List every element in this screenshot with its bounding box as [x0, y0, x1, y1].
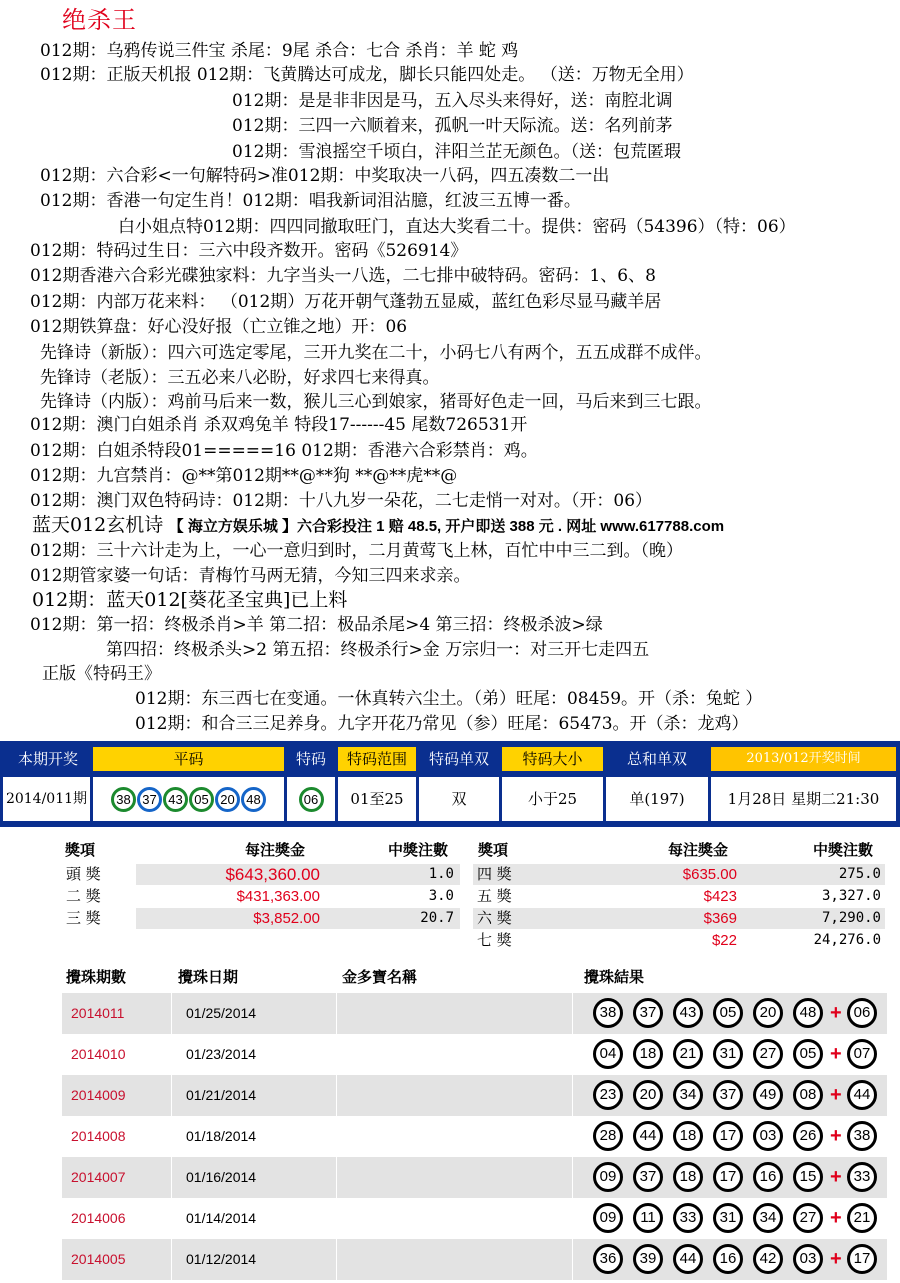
plus-icon: +: [830, 1002, 842, 1024]
prize-row: [473, 930, 885, 951]
prize-name: 頭 獎: [62, 864, 136, 885]
ball-icon: 37: [713, 1080, 743, 1110]
bluesky-line: 012期：蓝天012[葵花圣宝典]已上料: [32, 589, 348, 611]
table-row[interactable]: [62, 1075, 888, 1116]
ball-icon: 20: [215, 787, 240, 812]
plus-icon: +: [830, 1166, 842, 1188]
draw-id: 2014010: [62, 1034, 172, 1075]
table-row[interactable]: [62, 1157, 888, 1198]
plus-icon: +: [830, 1207, 842, 1229]
tip-line: 012期：内部万花来料： （012期）万花开朝气蓬勃五显威，蓝红色彩尽显马藏羊居: [30, 292, 662, 312]
draw-balls: [573, 1157, 888, 1198]
prize-row: [62, 908, 460, 929]
tip-line: 先锋诗（新版）：四六可选定零尾，三开九奖在二十，小码七八有两个，五五成群不成伴。: [40, 343, 712, 363]
ball-icon: 34: [753, 1203, 783, 1233]
tip-line: 012期：乌鸦传说三件宝 杀尾：9尾 杀合：七合 杀肖：羊 蛇 鸡: [40, 41, 519, 61]
draw-id: 2014006: [62, 1198, 172, 1239]
ball-icon: 20: [753, 998, 783, 1028]
special-ball-icon: 44: [847, 1080, 877, 1110]
ball-icon: 49: [753, 1080, 783, 1110]
tip-line: 012期：和合三三足养身。九字开花乃常见（参）旺尾：65473。开（杀：龙鸡）: [135, 714, 749, 734]
draw-id: 2014008: [62, 1116, 172, 1157]
result-regular: [93, 777, 284, 821]
draw-name: [337, 1116, 573, 1157]
tip-line: 012期：正版天机报 012期：飞黄腾达可成龙，脚长只能四处走。 （送：万物无全用）: [40, 65, 694, 85]
ball-icon: 08: [793, 1080, 823, 1110]
draw-balls: [573, 1116, 888, 1157]
ball-icon: 11: [633, 1203, 663, 1233]
tip-line: 012期：澳门白姐杀肖 杀双鸡兔羊 特段17------45 尾数726531开: [30, 415, 528, 435]
ball-icon: 21: [673, 1039, 703, 1069]
history-header-name: 金多寶名稱: [342, 968, 418, 986]
prize-header-count-left: 中獎注數: [388, 841, 449, 859]
draw-id: 2014005: [62, 1239, 172, 1280]
ball-icon: 16: [753, 1162, 783, 1192]
prize-amount: $3,852.00: [253, 910, 320, 927]
prize-amount: $423: [703, 888, 737, 905]
draw-balls: [573, 1075, 888, 1116]
prize-amount: $431,363.00: [236, 888, 320, 905]
prize-count: 3.0: [428, 888, 454, 904]
draw-id: 2014009: [62, 1075, 172, 1116]
header-next: 2013/012开奖时间: [711, 747, 896, 771]
header-oddeven: 特码单双: [419, 747, 499, 771]
plus-icon: +: [830, 1248, 842, 1270]
prize-count: 275.0: [838, 866, 881, 882]
result-size: 小于25: [502, 777, 603, 821]
tip-line: 012期铁算盘：好心没好报（亡立锥之地）开：06: [30, 317, 408, 337]
prize-row: [473, 908, 885, 929]
tip-line: 先锋诗（老版）：三五必来八必盼，好求四七来得真。: [40, 368, 440, 388]
prize-header-amount-right: 每注獎金: [668, 841, 729, 859]
ball-icon: 37: [137, 787, 162, 812]
draw-date: 01/14/2014: [172, 1198, 337, 1239]
ad-line[interactable]: [32, 514, 724, 538]
draw-name: [337, 993, 573, 1034]
prize-count: 7,290.0: [821, 910, 881, 926]
prize-row: [473, 886, 885, 907]
header-sum: 总和单双: [606, 747, 708, 771]
ball-icon: 27: [753, 1039, 783, 1069]
ball-icon: 06: [299, 787, 324, 812]
ad-text[interactable]: 【 海立方娱乐城 】六合彩投注 1 赔 48.5, 开户即送 388 元 . 网址 www.617788.com: [168, 518, 725, 535]
prize-name: 二 獎: [62, 886, 136, 907]
ball-icon: 26: [793, 1121, 823, 1151]
draw-name: [337, 1157, 573, 1198]
header-range: 特码范围: [338, 747, 416, 771]
tip-line: 012期：三四一六顺着来，孤帆一叶天际流。送：名列前茅: [232, 116, 673, 136]
draw-date: 01/21/2014: [172, 1075, 337, 1116]
prize-name: 五 獎: [477, 887, 512, 905]
tip-line: 012期：六合彩<一句解特码>准012期：中奖取决一八码，四五凑数二一出: [40, 166, 610, 186]
draw-date: 01/18/2014: [172, 1116, 337, 1157]
ball-icon: 27: [793, 1203, 823, 1233]
draw-date: 01/25/2014: [172, 993, 337, 1034]
ball-icon: 09: [593, 1162, 623, 1192]
prize-header-item-left: 獎項: [65, 841, 96, 859]
draw-name: [337, 1034, 573, 1075]
table-row[interactable]: [62, 993, 888, 1034]
ad-title: 蓝天012玄机诗: [32, 514, 164, 536]
special-ball-icon: 33: [847, 1162, 877, 1192]
tip-line: 012期：三十六计走为上，一心一意归到时，二月黄莺飞上林，百忙中中三二到。（晚）: [30, 541, 683, 561]
ball-icon: 28: [593, 1121, 623, 1151]
ball-icon: 23: [593, 1080, 623, 1110]
header-period: 本期开奖: [6, 747, 90, 771]
special-ball-icon: 06: [847, 998, 877, 1028]
prize-count: 1.0: [428, 866, 454, 882]
history-header-date: 攪珠日期: [178, 968, 239, 986]
ball-icon: 15: [793, 1162, 823, 1192]
prize-header-amount-left: 每注獎金: [245, 841, 306, 859]
ball-icon: 34: [673, 1080, 703, 1110]
tip-line: 白小姐点特012期：四四同撤取旺门，直达大奖看二十。提供：密码（54396）（特：06）: [118, 217, 796, 237]
page-title: 绝杀王: [62, 6, 137, 34]
ball-icon: 37: [633, 998, 663, 1028]
result-period: 2014/011期: [3, 777, 90, 821]
ball-icon: 18: [673, 1121, 703, 1151]
special-ball-icon: 21: [847, 1203, 877, 1233]
tip-line: 012期：澳门双色特码诗：012期：十八九岁一朵花，二七走悄一对对。（开：06）: [30, 491, 653, 511]
ball-icon: 38: [593, 998, 623, 1028]
tip-line: 012期：白姐杀特段01=====16 012期：香港六合彩禁肖：鸡。: [30, 441, 538, 461]
ball-icon: 44: [673, 1244, 703, 1274]
header-regular: 平码: [93, 747, 284, 771]
special-ball-icon: 07: [847, 1039, 877, 1069]
ball-icon: 43: [673, 998, 703, 1028]
ball-icon: 16: [713, 1244, 743, 1274]
prize-amount: $22: [711, 932, 737, 949]
result-sum: 单(197): [606, 777, 708, 821]
prize-row: [473, 864, 885, 885]
draw-name: [337, 1075, 573, 1116]
ball-icon: 44: [633, 1121, 663, 1151]
ball-icon: 43: [163, 787, 188, 812]
ball-icon: 36: [593, 1244, 623, 1274]
ball-icon: 18: [633, 1039, 663, 1069]
ball-icon: 48: [241, 787, 266, 812]
ball-icon: 48: [793, 998, 823, 1028]
tip-line: 012期：雪浪摇空千顷白，沣阳兰芷无颜色。（送：包荒匿瑕: [232, 142, 681, 162]
tip-line: 第四招：终极杀头>2 第五招：终极杀行>金 万宗归一：对三开七走四五: [106, 640, 650, 660]
prize-count: 3,327.0: [821, 888, 881, 904]
tip-line: 正版《特码王》: [42, 664, 161, 684]
draw-id: 2014007: [62, 1157, 172, 1198]
prize-amount: $369: [703, 910, 737, 927]
draw-date: 01/12/2014: [172, 1239, 337, 1280]
prize-amount: $635.00: [682, 866, 737, 883]
ball-icon: 17: [713, 1162, 743, 1192]
prize-count: 20.7: [420, 910, 454, 926]
draw-date: 01/16/2014: [172, 1157, 337, 1198]
tip-line: 012期：东三西七在变通。一休真转六尘土。（弟）旺尾：08459。开（杀：兔蛇 ）: [135, 689, 763, 709]
header-special: 特码: [287, 747, 335, 771]
history-header-balls: 攪珠結果: [584, 968, 645, 986]
ball-icon: 03: [793, 1244, 823, 1274]
prize-name: 七 獎: [477, 931, 512, 949]
result-oddeven: 双: [419, 777, 499, 821]
table-row[interactable]: [62, 1239, 888, 1280]
ball-icon: 37: [633, 1162, 663, 1192]
plus-icon: +: [830, 1043, 842, 1065]
history-header-id: 攪珠期數: [66, 968, 127, 986]
draw-balls: [573, 1239, 888, 1280]
ball-icon: 20: [633, 1080, 663, 1110]
ball-icon: 17: [713, 1121, 743, 1151]
draw-balls: [573, 993, 888, 1034]
tip-line: 012期：九宫禁肖：@**第012期**@**狗 **@**虎**@: [30, 466, 458, 486]
tip-line: 012期香港六合彩光碟独家料：九字当头一八选，二七排中破特码。密码：1、6、8: [30, 266, 656, 286]
prize-name: 四 獎: [477, 865, 512, 883]
draw-name: [337, 1239, 573, 1280]
ball-icon: 31: [713, 1203, 743, 1233]
prize-header-count-right: 中獎注數: [813, 841, 874, 859]
ball-icon: 05: [713, 998, 743, 1028]
ball-icon: 39: [633, 1244, 663, 1274]
tip-line: 012期管家婆一句话：青梅竹马两无猜，今知三四来求亲。: [30, 566, 471, 586]
tip-line: 012期：特码过生日：三六中段齐数开。密码《526914》: [30, 241, 468, 261]
prize-amount: $643,360.00: [225, 865, 320, 884]
ball-icon: 31: [713, 1039, 743, 1069]
result-special: [287, 777, 335, 821]
draw-date: 01/23/2014: [172, 1034, 337, 1075]
tip-line: 012期：香港一句定生肖！012期：唱我新词泪沾臆，红波三五博一番。: [40, 191, 581, 211]
ball-icon: 38: [111, 787, 136, 812]
tip-line: 先锋诗（内版）：鸡前马后来一数，猴儿三心到娘家，猪哥好色走一回，马后来到三七跟。: [40, 392, 712, 412]
tip-line: 012期：第一招：终极杀肖>羊 第二招：极品杀尾>4 第三招：终极杀波>绿: [30, 615, 603, 635]
ball-icon: 42: [753, 1244, 783, 1274]
prize-count: 24,276.0: [813, 932, 881, 948]
table-row[interactable]: [62, 1116, 888, 1157]
table-row[interactable]: [62, 1034, 888, 1075]
ball-icon: 05: [793, 1039, 823, 1069]
plus-icon: +: [830, 1084, 842, 1106]
prize-row: [62, 886, 460, 907]
ball-icon: 09: [593, 1203, 623, 1233]
ball-icon: 05: [189, 787, 214, 812]
draw-name: [337, 1198, 573, 1239]
result-next: 1月28日 星期二21:30: [711, 777, 896, 821]
special-ball-icon: 17: [847, 1244, 877, 1274]
draw-balls: [573, 1198, 888, 1239]
special-ball-icon: 38: [847, 1121, 877, 1151]
ball-icon: 03: [753, 1121, 783, 1151]
ball-icon: 04: [593, 1039, 623, 1069]
tip-line: 012期：是是非非因是马，五入尽头来得好，送：南腔北调: [232, 91, 673, 111]
ball-icon: 33: [673, 1203, 703, 1233]
prize-name: 三 獎: [62, 908, 136, 929]
header-size: 特码大小: [502, 747, 603, 771]
table-row[interactable]: [62, 1198, 888, 1239]
plus-icon: +: [830, 1125, 842, 1147]
draw-balls: [573, 1034, 888, 1075]
prize-name: 六 獎: [477, 909, 512, 927]
prize-header-item-right: 獎項: [478, 841, 509, 859]
draw-id: 2014011: [62, 993, 172, 1034]
prize-row: [62, 864, 460, 885]
result-range: 01至25: [338, 777, 416, 821]
ball-icon: 18: [673, 1162, 703, 1192]
